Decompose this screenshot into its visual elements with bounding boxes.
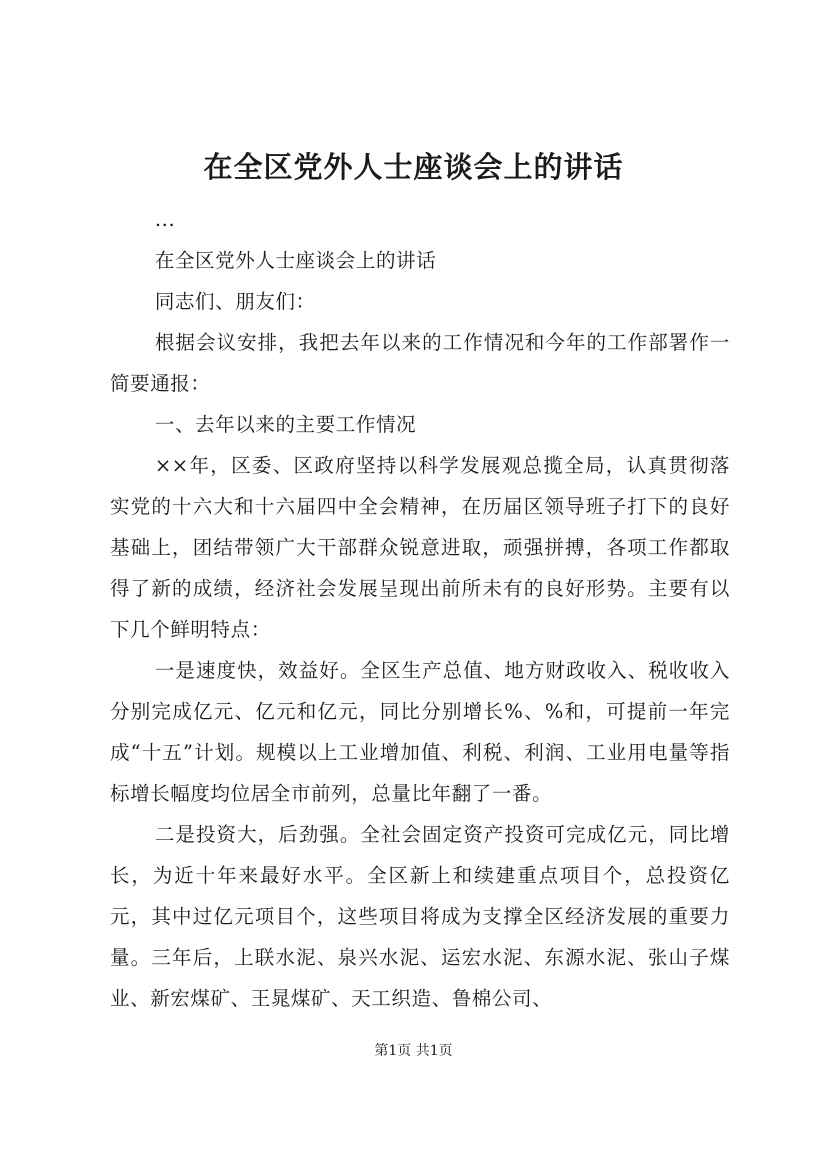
document-title: 在全区党外人士座谈会上的讲话 — [203, 150, 624, 184]
salutation-paragraph: 同志们、朋友们： — [154, 290, 316, 313]
page-footer: 第1页 共1页 — [374, 1043, 453, 1059]
point-one-paragraph: 一是速度快，效益好。全区生产总值、地方财政收入、税收收入分别完成亿元、亿元和亿元，同比分别增长%、%和，可提前一年完成“十五”计划。规模以上工业增加值、利税、利润、工业用电量等指标增长幅度均位居全市前列，总量比年翻了一番。 — [110, 659, 730, 805]
ellipsis-line: ... — [154, 208, 176, 231]
overview-paragraph: ××年，区委、区政府坚持以科学发展观总揽全局，认真贯彻落实党的十六大和十六届四中全会精神，在历届区领导班子打下的良好基础上，团结带领广大干部群众锐意进取，顽强拼搏，各项工作都取得了新的成绩，经济社会发展呈现出前所未有的良好形势。主要有以下几个鲜明特点： — [110, 454, 730, 641]
document-body — [110, 199, 730, 1019]
point-two-paragraph: 二是投资大，后劲强。全社会固定资产投资可完成亿元，同比增长，为近十年来最好水平。全区新上和续建重点项目个，总投资亿元，其中过亿元项目个，这些项目将成为支撑全区经济发展的重要力量。三年后，上联水泥、泉兴水泥、运宏水泥、东源水泥、张山子煤业、新宏煤矿、王晁煤矿、天工织造、鲁棉公司、 — [110, 823, 730, 1010]
subtitle-paragraph: 在全区党外人士座谈会上的讲话 — [154, 249, 437, 272]
intro-paragraph: 根据会议安排，我把去年以来的工作情况和今年的工作部署作一简要通报： — [110, 331, 730, 395]
section-heading: 一、去年以来的主要工作情况 — [154, 413, 417, 436]
